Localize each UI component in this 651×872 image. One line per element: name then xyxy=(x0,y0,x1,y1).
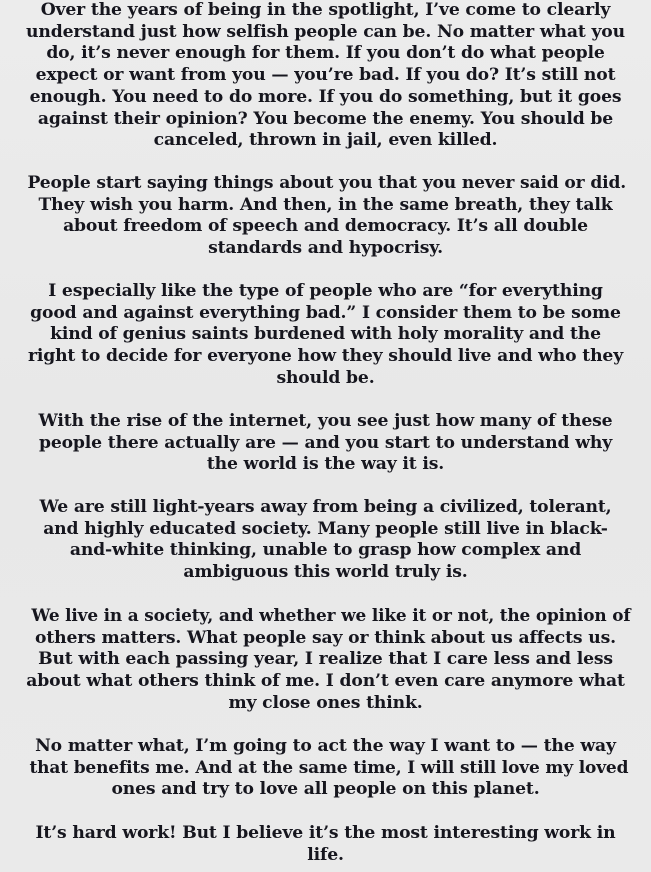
paragraph-2 xyxy=(26,173,625,260)
text-line: enough. You need to do more. If you do something, but it goes xyxy=(29,86,622,107)
paragraph-4 xyxy=(26,411,625,476)
text-line: canceled, thrown in jail, even killed. xyxy=(153,130,498,151)
text-line: about freedom of speech and democracy. It’s all double xyxy=(63,216,588,237)
text-line: and highly educated society. Many people still live in black- xyxy=(43,518,608,539)
text-line: They wish you harm. And then, in the same breath, they talk xyxy=(38,194,613,215)
text-line: ones and try to love all people on this planet. xyxy=(111,779,540,800)
text-line: But with each passing year, I realize that I care less and less xyxy=(38,649,613,670)
text-line: No matter what, I’m going to act the way I want to — the way xyxy=(35,736,616,756)
paragraph-6 xyxy=(26,606,631,715)
text-line: my close ones think. xyxy=(228,692,423,713)
paragraph-1 xyxy=(26,0,625,152)
text-line: people there actually are — and you start to understand why xyxy=(38,432,613,453)
text-line: We live in a society, and whether we like it or not, the opinion of xyxy=(31,606,631,626)
text-line: With the rise of the internet, you see just how many of these xyxy=(38,411,613,431)
paragraph-8 xyxy=(26,823,625,866)
text-line: kind of genius saints burdened with holy morality and the xyxy=(50,324,601,345)
text-line: good and against everything bad.” I consider them to be some xyxy=(30,302,621,323)
text-line: We are still light-years away from being a civilized, tolerant, xyxy=(39,497,612,517)
text-line: right to decide for everyone how they should live and who they xyxy=(27,346,624,367)
paragraph-3 xyxy=(26,281,625,390)
text-line: People start saying things about you that you never said or did. xyxy=(27,173,627,193)
text-line: I especially like the type of people who are “for everything xyxy=(48,281,603,301)
text-line: It’s hard work! But I believe it’s the most interesting work in xyxy=(35,823,616,843)
text-line: life. xyxy=(307,844,344,865)
text-line: do, it’s never enough for them. If you don’t do what people xyxy=(46,43,605,64)
text-line: ambiguous this world truly is. xyxy=(183,562,468,583)
text-line: standards and hypocrisy. xyxy=(208,238,443,259)
text-line: the world is the way it is. xyxy=(206,454,445,475)
text-line: Over the years of being in the spotlight, I’ve come to clearly xyxy=(40,0,611,20)
text-line: about what others think of me. I don’t even care anymore what xyxy=(26,671,625,692)
text-line: understand just how selfish people can be. No matter what you xyxy=(26,21,625,42)
text-line: against their opinion? You become the enemy. You should be xyxy=(37,108,614,129)
text-line: should be. xyxy=(276,367,375,388)
text-line: and-white thinking, unable to grasp how complex and xyxy=(69,540,582,561)
text-line: that benefits me. And at the same time, I will still love my loved xyxy=(29,757,629,778)
paragraph-5 xyxy=(26,497,625,584)
text-line: others matters. What people say or think about us affects us. xyxy=(35,627,616,648)
text-line: expect or want from you — you’re bad. If you do? It’s still not xyxy=(35,65,616,86)
paragraph-7 xyxy=(26,736,629,801)
